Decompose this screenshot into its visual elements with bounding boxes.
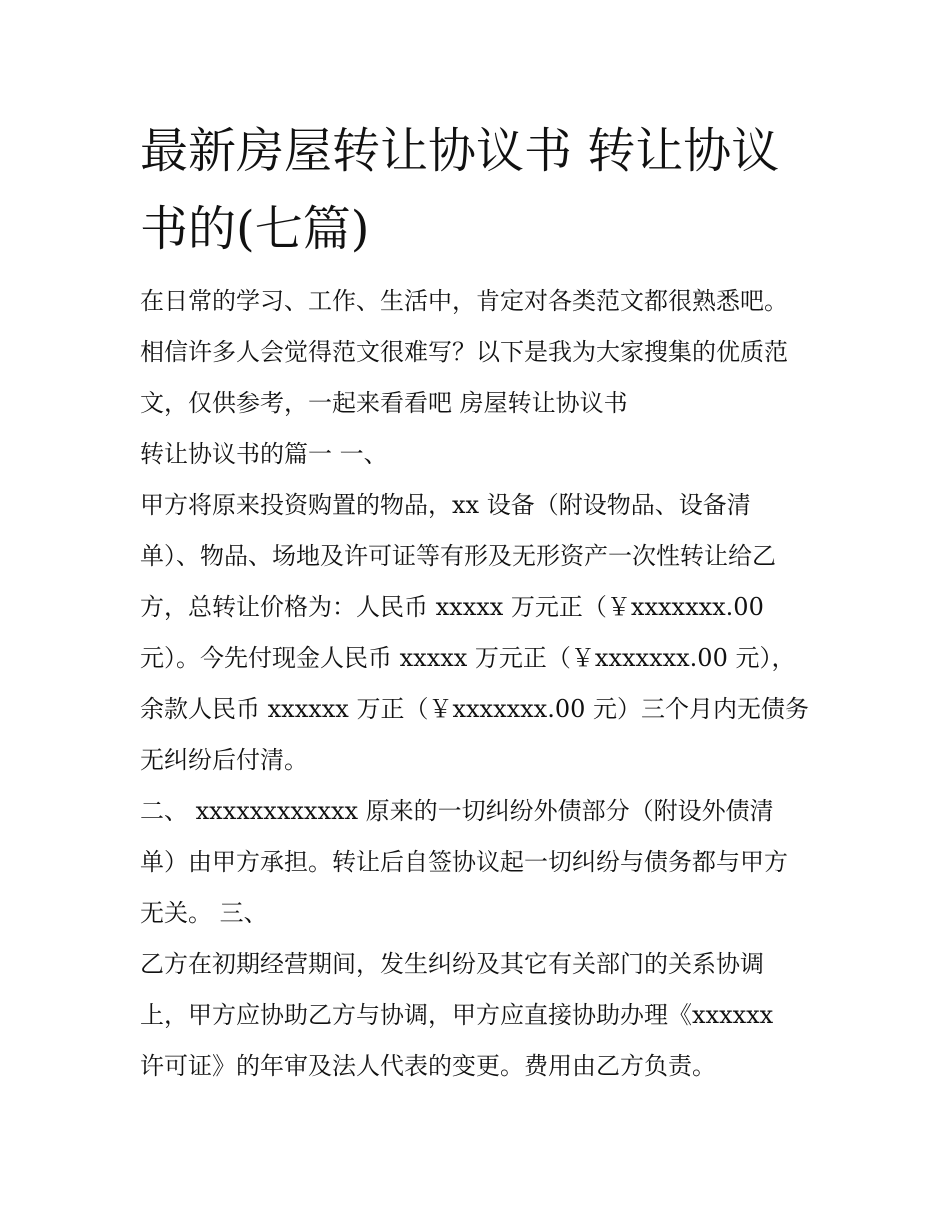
text-line: 转让协议书的篇一 一、 [140,440,388,468]
title-line-2: 书的(七篇) [140,201,370,257]
text-line: 单）、物品、场地及许可证等有形及无形资产一次性转让给乙 [140,542,776,570]
text-line: 乙方在初期经营期间，发生纠纷及其它有关部门的关系协调 [140,950,764,978]
document-title [140,112,840,268]
text-line: 文，仅供参考，一起来看看吧 房屋转让协议书 [140,389,628,417]
text-line: 二、 xxxxxxxxxxxx 原来的一切纠纷外债部分（附设外债清 [140,797,774,825]
text-line: 相信许多人会觉得范文很难写？以下是我为大家搜集的优质范 [140,338,788,366]
title-line-1: 最新房屋转让协议书 转让协议 [140,123,780,179]
text-line: 在日常的学习、工作、生活中，肯定对各类范文都很熟悉吧。 [140,287,788,315]
text-line: 许可证》的年审及法人代表的变更。费用由乙方负责。 [140,1052,716,1080]
text-line: 余款人民币 xxxxxx 万正（￥xxxxxxx.00 元）三个月内无债务 [140,695,810,723]
text-line: 单）由甲方承担。转让后自签协议起一切纠纷与债务都与甲方 [140,848,788,876]
text-line: 无纠纷后付清。 [140,746,308,774]
text-line: 甲方将原来投资购置的物品，xx 设备（附设物品、设备清 [140,491,751,519]
document-body [140,276,840,1092]
text-line: 上，甲方应协助乙方与协调，甲方应直接协助办理《xxxxxx [140,1001,774,1029]
text-line: 无关。 三、 [140,899,268,927]
text-line: 方，总转让价格为：人民币 xxxxx 万元正（￥xxxxxxx.00 [140,593,764,621]
text-line: 元）。今先付现金人民币 xxxxx 万元正（￥xxxxxxx.00 元）， [140,644,796,672]
